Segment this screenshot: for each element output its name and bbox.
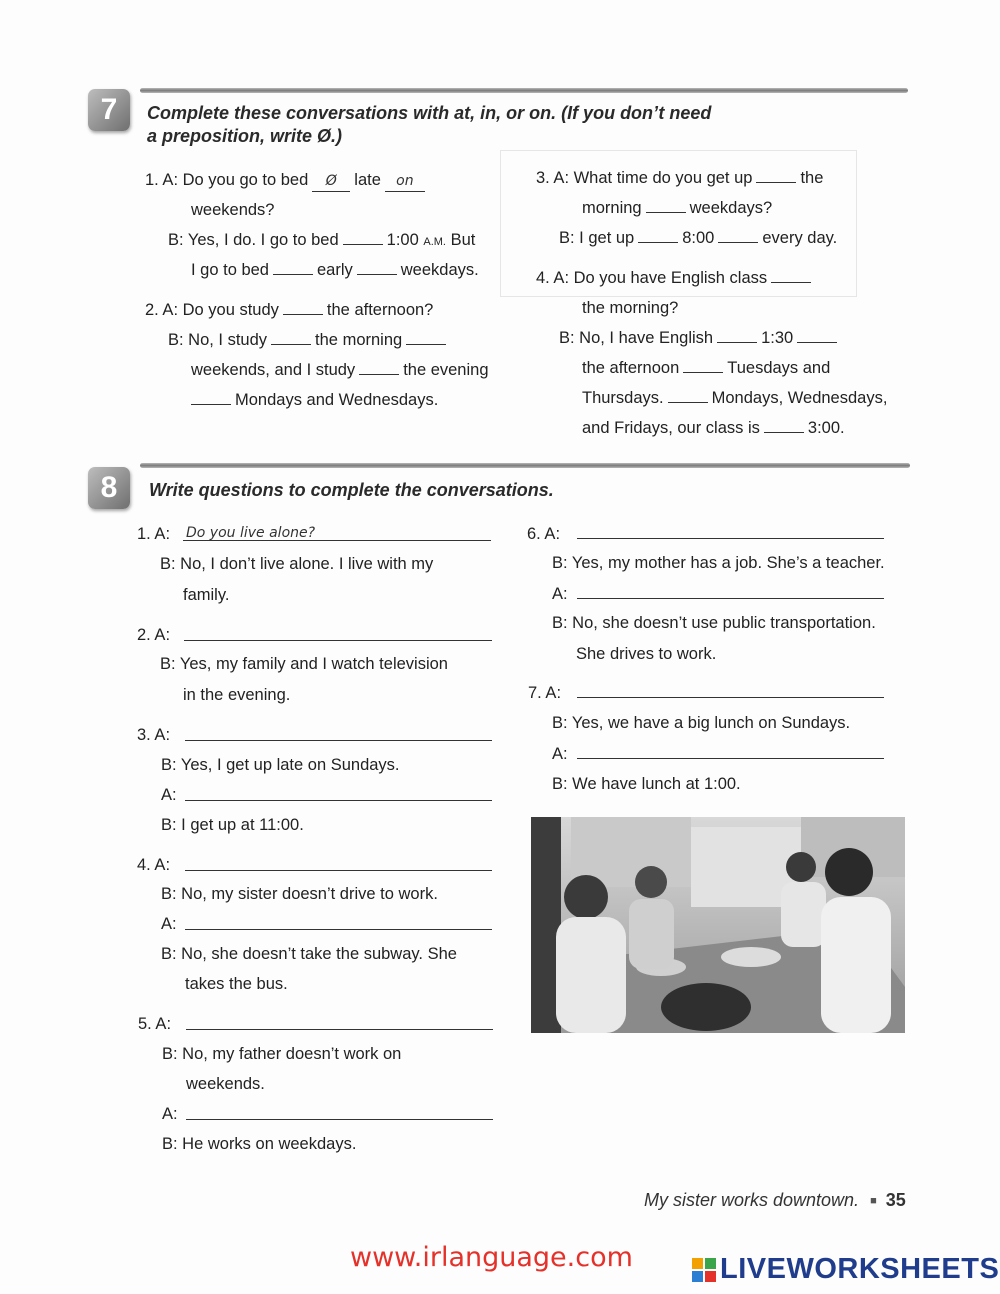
q7-a2-label: A:: [552, 745, 568, 763]
q7-b-line2: B: We have lunch at 1:00.: [552, 775, 741, 793]
q5-a-answer-line[interactable]: [186, 1029, 493, 1030]
q6-a2-label: A:: [552, 585, 568, 603]
ex7-c3-a-line1: 3. A: What time do you get up the: [536, 169, 824, 187]
ex7-c4-a-line2: the morning?: [582, 299, 679, 317]
ex7-c1-b-line2: I go to bed early weekdays.: [191, 261, 479, 279]
q5-a2-label: A:: [162, 1105, 178, 1123]
q3-a-answer-line[interactable]: [185, 740, 492, 741]
ex7-c4-a-line1: 4. A: Do you have English class: [536, 268, 815, 288]
ex7-c2-a-line1: 2. A: Do you study the afternoon?: [145, 301, 434, 319]
answer-blank[interactable]: [273, 261, 313, 275]
answer-blank-1[interactable]: Ø: [312, 171, 350, 192]
q4-b-line3: takes the bus.: [185, 975, 288, 993]
irlanguage-watermark: www.irlanguage.com: [350, 1242, 633, 1273]
answer-blank[interactable]: [357, 261, 397, 275]
answer-blank[interactable]: [668, 389, 708, 403]
ex7-c1-a-line2: weekends?: [191, 201, 275, 219]
q4-a-answer-line[interactable]: [185, 870, 492, 871]
answer-blank[interactable]: [717, 329, 757, 343]
q6-b-line2: B: No, she doesn’t use public transportation.: [552, 614, 876, 632]
q1-b-line1: B: No, I don’t live alone. I live with my: [160, 555, 434, 573]
answer-blank[interactable]: [283, 301, 323, 315]
q2-b-line1: B: Yes, my family and I watch television: [160, 655, 448, 673]
ex7-c1-b-line1: B: Yes, I do. I go to bed 1:00 A.M. But: [168, 231, 476, 249]
ex7-c4-b-line3: Thursdays. Mondays, Wednesdays,: [582, 389, 888, 407]
family-lunch-photo: [531, 817, 905, 1033]
q6-b-line3: She drives to work.: [576, 645, 717, 663]
q4-a2-label: A:: [161, 915, 177, 933]
q4-b-line1: B: No, my sister doesn’t drive to work.: [161, 885, 438, 903]
q1-a-answer: Do you live alone?: [186, 525, 316, 541]
ex7-c4-b-line1: B: No, I have English 1:30: [559, 328, 841, 348]
q7-a2-answer-line[interactable]: [577, 758, 884, 759]
q7-b-line1: B: Yes, we have a big lunch on Sundays.: [552, 714, 851, 732]
exercise-7-rule: [140, 88, 908, 93]
q3-a-label: 3. A:: [137, 726, 171, 744]
q1-a-label: 1. A:: [137, 525, 171, 543]
ex7-c3-a-line2: morning weekdays?: [582, 199, 773, 217]
answer-blank[interactable]: [756, 169, 796, 183]
ex7-c2-b-line3: Mondays and Wednesdays.: [187, 390, 438, 410]
ex7-c2-b-line1: B: No, I study the morning: [168, 330, 450, 350]
exercise-8-rule: [140, 463, 910, 468]
answer-blank-2[interactable]: on: [385, 171, 425, 192]
q3-b-line2: B: I get up at 11:00.: [161, 816, 304, 834]
q1-b-line2: family.: [183, 586, 230, 604]
answer-blank[interactable]: [683, 359, 723, 373]
page-number: 35: [885, 1190, 906, 1210]
q4-b-line2: B: No, she doesn’t take the subway. She: [161, 945, 457, 963]
answer-blank[interactable]: [646, 199, 686, 213]
q6-a2-answer-line[interactable]: [577, 598, 884, 599]
q5-b-line2: weekends.: [186, 1075, 265, 1093]
q4-a-label: 4. A:: [137, 856, 171, 874]
answer-blank[interactable]: [638, 229, 678, 243]
exercise-7-title: [147, 102, 711, 148]
footer-bullet-icon: ■: [870, 1195, 877, 1208]
answer-blank[interactable]: [359, 361, 399, 375]
exercise-8-title: Write questions to complete the conversations.: [149, 480, 554, 500]
answer-blank[interactable]: [771, 269, 811, 283]
ex7-c2-b-line2: weekends, and I study the evening: [191, 361, 489, 379]
answer-blank[interactable]: [271, 331, 311, 345]
liveworksheets-brand: LIVEWORKSHEETS: [720, 1253, 1000, 1285]
liveworksheets-logo-icon: [692, 1258, 716, 1282]
answer-blank[interactable]: [797, 329, 837, 343]
q6-a-answer-line[interactable]: [577, 538, 884, 539]
q7-a-answer-line[interactable]: [577, 697, 884, 698]
q3-b-line1: B: Yes, I get up late on Sundays.: [161, 756, 400, 774]
exercise-7-title-line2: a preposition, write Ø.): [147, 126, 343, 146]
q7-a-label: 7. A:: [528, 684, 562, 702]
exercise-7-title-line1: Complete these conversations with at, in, or on. (If you don’t need: [147, 103, 712, 123]
answer-blank[interactable]: [764, 419, 804, 433]
answer-blank[interactable]: [191, 391, 231, 405]
footer-unit-title: My sister works downtown.: [644, 1190, 860, 1210]
exercise-7-number: 7: [88, 89, 130, 131]
ex7-c4-b-line4: and Fridays, our class is 3:00.: [582, 419, 845, 437]
answer-blank[interactable]: [718, 229, 758, 243]
answer-blank[interactable]: [406, 331, 446, 345]
q6-b-line1: B: Yes, my mother has a job. She’s a teacher.: [552, 554, 885, 572]
q2-b-line2: in the evening.: [183, 686, 291, 704]
q5-b-line3: B: He works on weekdays.: [162, 1135, 357, 1153]
q5-b-line1: B: No, my father doesn’t work on: [162, 1045, 402, 1063]
ex7-c4-b-line2: the afternoon Tuesdays and: [582, 359, 831, 377]
exercise-8-number: 8: [88, 467, 130, 509]
footer: [644, 1190, 906, 1211]
q5-a2-answer-line[interactable]: [186, 1119, 493, 1120]
q3-a2-label: A:: [161, 786, 177, 804]
ex7-c3-b-line1: B: I get up 8:00 every day.: [559, 229, 838, 247]
q4-a2-answer-line[interactable]: [185, 929, 492, 930]
q5-a-label: 5. A:: [138, 1015, 172, 1033]
answer-blank[interactable]: [343, 231, 383, 245]
q2-a-label: 2. A:: [137, 626, 171, 644]
q3-a2-answer-line[interactable]: [185, 800, 492, 801]
q2-a-answer-line[interactable]: [184, 640, 492, 641]
ex7-c1-a-line1: 1. A: Do you go to bed Ø late on: [145, 170, 429, 192]
q6-a-label: 6. A:: [527, 525, 561, 543]
